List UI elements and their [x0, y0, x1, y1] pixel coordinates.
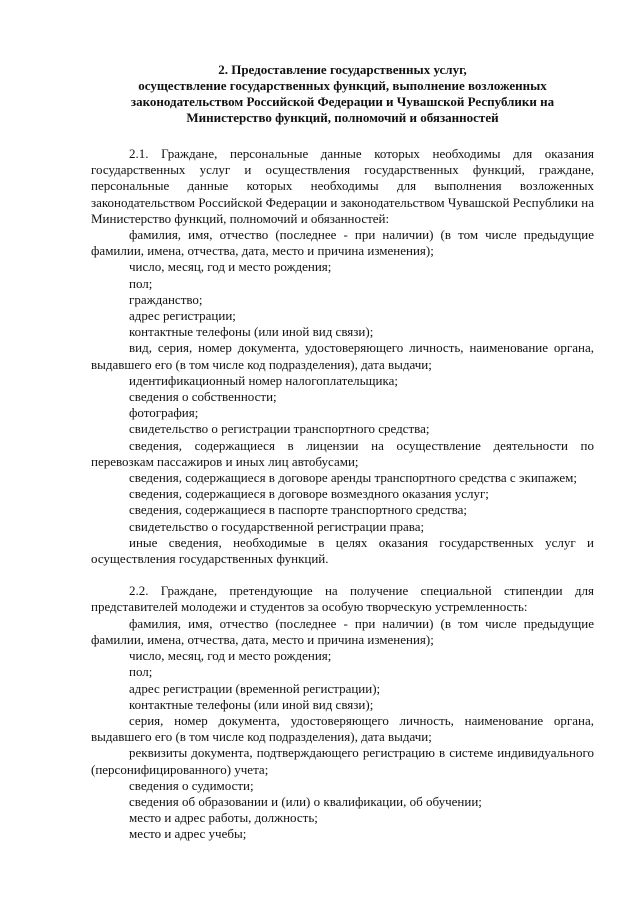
list-item: серия, номер документа, удостоверяющего личность, наименование органа, выдавшего его (в том числе код подразделения), дата выдачи; [91, 712, 594, 745]
list-item: идентификационный номер налогоплательщика; [129, 372, 398, 388]
heading-line: 2. Предоставление государственных услуг, [218, 62, 467, 77]
list-item: сведения об образовании и (или) о квалификации, об обучении; [129, 793, 482, 809]
heading-line: Министерство функций, полномочий и обязанностей [186, 110, 499, 125]
list-item: сведения о судимости; [129, 777, 254, 793]
list-item: реквизиты документа, подтверждающего регистрацию в системе индивидуального (персонифицированного) учета; [91, 745, 594, 777]
list-item: место и адрес работы, должность; [129, 810, 318, 826]
list-item: число, месяц, год и место рождения; [129, 259, 332, 275]
list-item: свидетельство о регистрации транспортного средства; [129, 421, 430, 437]
list-item: сведения, содержащиеся в договоре возмездного оказания услуг; [129, 486, 489, 502]
list-item: сведения, содержащиеся в паспорте транспортного средства; [129, 502, 467, 518]
list-item: контактные телефоны (или иной вид связи); [129, 324, 374, 340]
paragraph: 2.2. Граждане, претендующие на получение специальной стипендии для представителей молодежи и студентов за особую творческую устремленность: [91, 583, 594, 615]
paragraph: 2.1. Граждане, персональные данные которых необходимы для оказания государственных услуг и осуществления государственных функций, граждане, персональные данные которых необходимы для выполнения возложенных законодательством Российской Федерации и законодательством Чувашской Республики на Министерство функций, полномочий и обязанностей: [91, 146, 594, 226]
list-item: фотография; [129, 405, 199, 421]
list-item: сведения о собственности; [129, 389, 277, 405]
section-2-2 [91, 583, 594, 842]
list-item: сведения, содержащиеся в договоре аренды транспортного средства с экипажем; [129, 470, 577, 486]
document-page [91, 62, 594, 843]
section-heading [91, 62, 594, 126]
list-item: пол; [129, 664, 153, 680]
heading-line: законодательством Российской Федерации и Чувашской Республики на [130, 94, 555, 109]
list-item: адрес регистрации (временной регистрации); [129, 680, 381, 696]
list-item: фамилия, имя, отчество (последнее - при наличии) (в том числе предыдущие фамилии, имена, отчества, дата, место и причина изменения); [91, 615, 594, 647]
section-2-1 [91, 146, 594, 567]
list-item: место и адрес учебы; [129, 826, 247, 842]
list-item: пол; [129, 275, 153, 291]
list-item: гражданство; [129, 291, 203, 307]
list-item: адрес регистрации; [129, 308, 236, 324]
list-item: число, месяц, год и место рождения; [129, 648, 332, 664]
list-item: сведения, содержащиеся в лицензии на осуществление деятельности по перевозкам пассажиров и иных лиц автобусами; [91, 437, 594, 469]
list-item: фамилия, имя, отчество (последнее - при наличии) (в том числе предыдущие фамилии, имена, отчества, дата, место и причина изменения); [91, 227, 594, 259]
list-item: контактные телефоны (или иной вид связи); [129, 696, 374, 712]
heading-line: осуществление государственных функций, выполнение возложенных [138, 78, 547, 93]
list-item: иные сведения, необходимые в целях оказания государственных услуг и осуществления государственных функций. [91, 534, 594, 567]
list-item: вид, серия, номер документа, удостоверяющего личность, наименование органа, выдавшего его (в том числе код подразделения), дата выдачи; [91, 340, 594, 372]
list-item: свидетельство о государственной регистрации права; [129, 518, 425, 534]
